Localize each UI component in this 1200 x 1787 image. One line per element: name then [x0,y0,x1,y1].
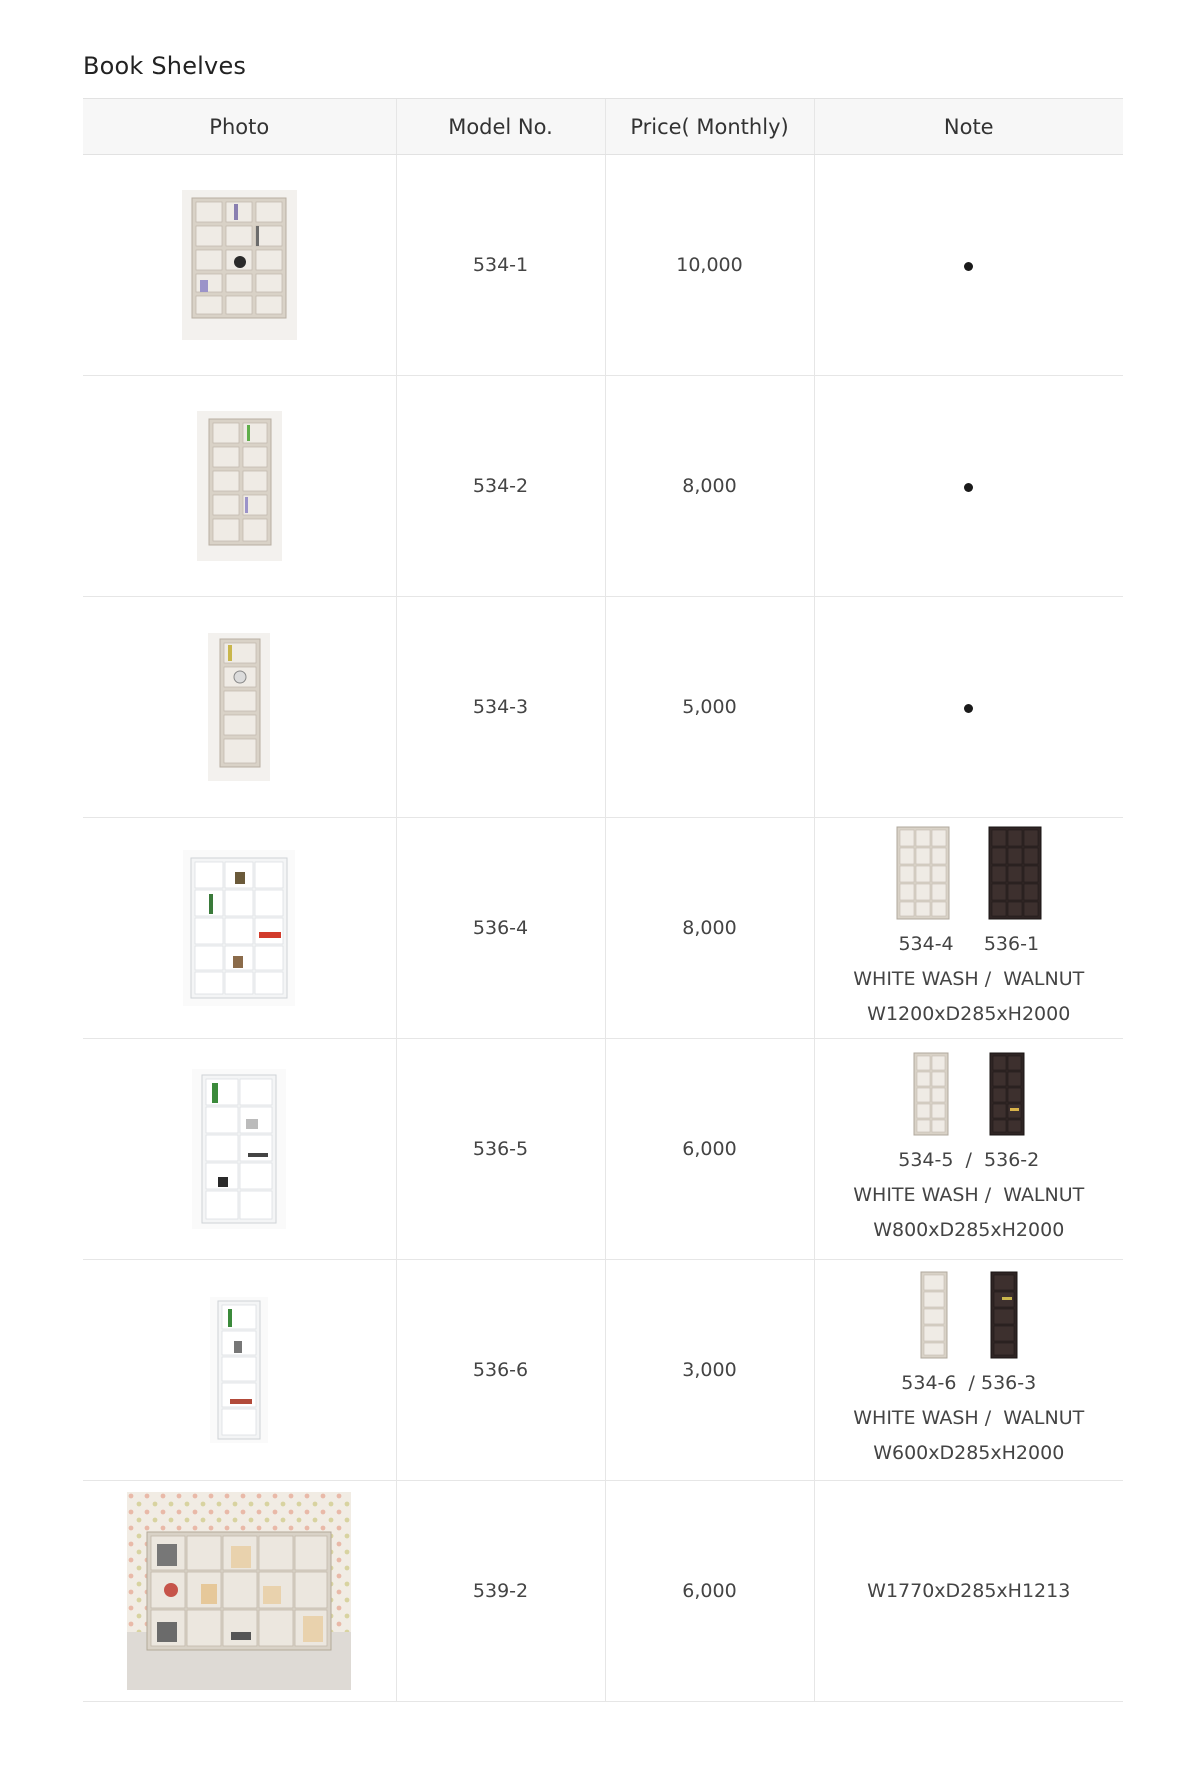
note-cell [814,1260,1123,1481]
whitewash-variant-icon [917,1270,951,1360]
bookshelf-1col-white-icon [210,1297,268,1443]
bookshelf-2col-white-icon [192,1069,286,1229]
price-cell: 5,000 [605,597,814,818]
bookshelf-table [83,98,1123,1702]
table-row [83,818,1123,1039]
note-size: W1200xD285xH2000 [867,1002,1071,1025]
note-bullet-icon [964,704,973,713]
note-cell [814,818,1123,1039]
model-cell: 536-6 [396,1260,605,1481]
price-cell: 8,000 [605,376,814,597]
note-colors: WHITE WASH / WALNUT [853,1406,1085,1429]
table-row [83,155,1123,376]
photo-cell [83,376,396,597]
table-row [83,597,1123,818]
model-cell: 539-2 [396,1481,605,1702]
note-models: 534-5 / 536-2 [898,1148,1040,1171]
table-row [83,1481,1123,1702]
header-photo: Photo [83,99,396,155]
model-cell: 534-1 [396,155,605,376]
bookshelf-3col-white-icon [183,850,295,1006]
note-size: W800xD285xH2000 [873,1218,1065,1241]
note-cell: W1770xD285xH1213 [814,1481,1123,1702]
photo-cell [83,1481,396,1702]
photo-cell [83,597,396,818]
page-title: Book Shelves [83,52,247,80]
price-cell: 3,000 [605,1260,814,1481]
note-colors: WHITE WASH / WALNUT [853,967,1085,990]
bookshelf-3col-whitewash-icon [182,190,297,340]
table-header-row [83,99,1123,155]
walnut-variant-icon [987,1051,1027,1137]
table-row [83,1260,1123,1481]
photo-cell [83,1039,396,1260]
price-cell: 6,000 [605,1039,814,1260]
photo-cell [83,155,396,376]
note-cell [814,376,1123,597]
table-row [83,1039,1123,1260]
note-models: 534-6 / 536-3 [901,1371,1037,1394]
whitewash-variant-icon [895,825,951,921]
walnut-variant-icon [987,825,1043,921]
note-bullet-icon [964,483,973,492]
model-cell: 536-4 [396,818,605,1039]
model-cell: 534-2 [396,376,605,597]
note-colors: WHITE WASH / WALNUT [853,1183,1085,1206]
bookshelf-1col-whitewash-icon [208,633,270,781]
price-cell: 8,000 [605,818,814,1039]
header-model: Model No. [396,99,605,155]
note-cell [814,597,1123,818]
header-note: Note [814,99,1123,155]
note-bullet-icon [964,262,973,271]
photo-cell [83,1260,396,1481]
note-cell [814,155,1123,376]
note-size: W600xD285xH2000 [873,1441,1065,1464]
whitewash-variant-icon [911,1051,951,1137]
price-cell: 10,000 [605,155,814,376]
table-row [83,376,1123,597]
low-wide-bookshelf-photo-icon [127,1492,351,1690]
bookshelf-2col-whitewash-icon [197,411,282,561]
header-price: Price( Monthly) [605,99,814,155]
photo-cell [83,818,396,1039]
model-cell: 536-5 [396,1039,605,1260]
note-models: 534-4 536-1 [898,932,1040,955]
walnut-variant-icon [987,1270,1021,1360]
price-cell: 6,000 [605,1481,814,1702]
note-cell [814,1039,1123,1260]
model-cell: 534-3 [396,597,605,818]
